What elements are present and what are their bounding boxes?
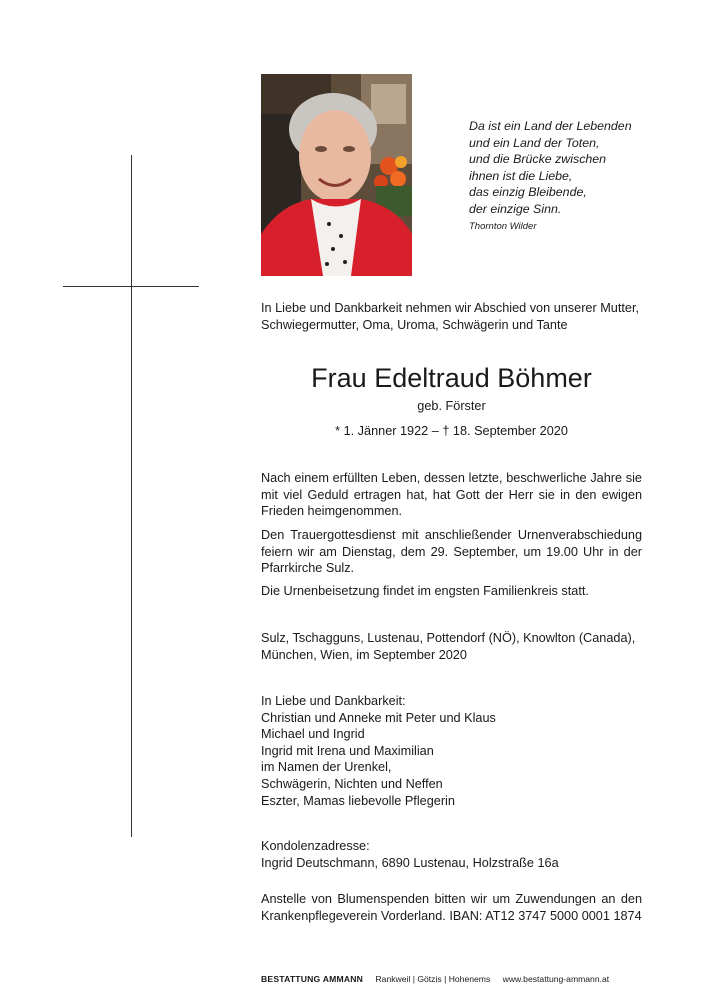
paragraph-passing: Nach einem erfüllten Leben, dessen letzte, beschwerliche Jahre sie mit viel Geduld ertragen hat, hat Gott der Herr sie in den ewigen Frieden heimgenommen. (261, 471, 642, 519)
mourners-line: Schwägerin, Nichten und Neffen (261, 776, 443, 791)
mourners-line: im Namen der Urenkel, (261, 760, 392, 775)
quote-line: ihnen ist die Liebe, (469, 168, 573, 183)
mourners-line: Eszter, Mamas liebevolle Pflegerin (261, 793, 455, 808)
mourners-line: Michael und Ingrid (261, 727, 365, 742)
intro-text (261, 300, 642, 333)
footer (261, 974, 681, 984)
quote-line: das einzig Bleibende, (469, 185, 587, 200)
birth-name: geb. Förster (417, 399, 486, 413)
cross-horizontal-line (63, 286, 199, 287)
location-text (261, 630, 642, 663)
quote-line: Da ist ein Land der Lebenden (469, 119, 632, 133)
mourners-line: In Liebe und Dankbarkeit: (261, 694, 406, 708)
cross-vertical-line (131, 155, 132, 837)
mourners-list (261, 693, 642, 809)
footer-firm: BESTATTUNG AMMANN (261, 974, 364, 984)
mourners-line: Christian und Anneke mit Peter und Klaus (261, 710, 496, 725)
condolence-line: Ingrid Deutschmann, 6890 Lustenau, Holzstraße 16a (261, 855, 559, 870)
portrait-photo (261, 74, 412, 276)
intro-line: In Liebe und Dankbarkeit nehmen wir Abschied von unserer Mutter, (261, 301, 640, 315)
life-dates: * 1. Jänner 1922 – † 18. September 2020 (335, 424, 568, 438)
quote-line: und die Brücke zwischen (469, 152, 607, 167)
intro-line: Schwiegermutter, Oma, Uroma, Schwägerin und Tante (261, 317, 568, 332)
footer-places: Rankweil | Götzis | Hohenems (375, 974, 491, 984)
location-line: Sulz, Tschagguns, Lustenau, Pottendorf (NÖ), Knowlton (Canada), (261, 631, 636, 645)
condolence-address (261, 838, 642, 871)
footer-website: www.bestattung-ammann.at (502, 974, 610, 984)
mourners-line: Ingrid mit Irena und Maximilian (261, 743, 434, 758)
donation-text: Anstelle von Blumenspenden bitten wir um Zuwendungen an den Krankenpflegeverein Vorderland. IBAN: AT12 3747 5000 0001 1874 (261, 892, 642, 923)
paragraph-burial: Die Urnenbeisetzung findet im engsten Familienkreis statt. (261, 584, 589, 598)
location-line: München, Wien, im September 2020 (261, 647, 467, 662)
deceased-name: Frau Edeltraud Böhmer (311, 363, 592, 393)
paragraph-service: Den Trauergottesdienst mit anschließender Urnenverabschiedung feiern wir am Dienstag, dem 29. September, um 19.00 Uhr in der Pfarrkirche Sulz. (261, 528, 642, 576)
quote-block (469, 118, 669, 218)
quote-line: und ein Land der Toten, (469, 135, 600, 150)
quote-line: der einzige Sinn. (469, 201, 562, 216)
condolence-line: Kondolenzadresse: (261, 839, 370, 853)
quote-author: Thornton Wilder (469, 221, 537, 232)
